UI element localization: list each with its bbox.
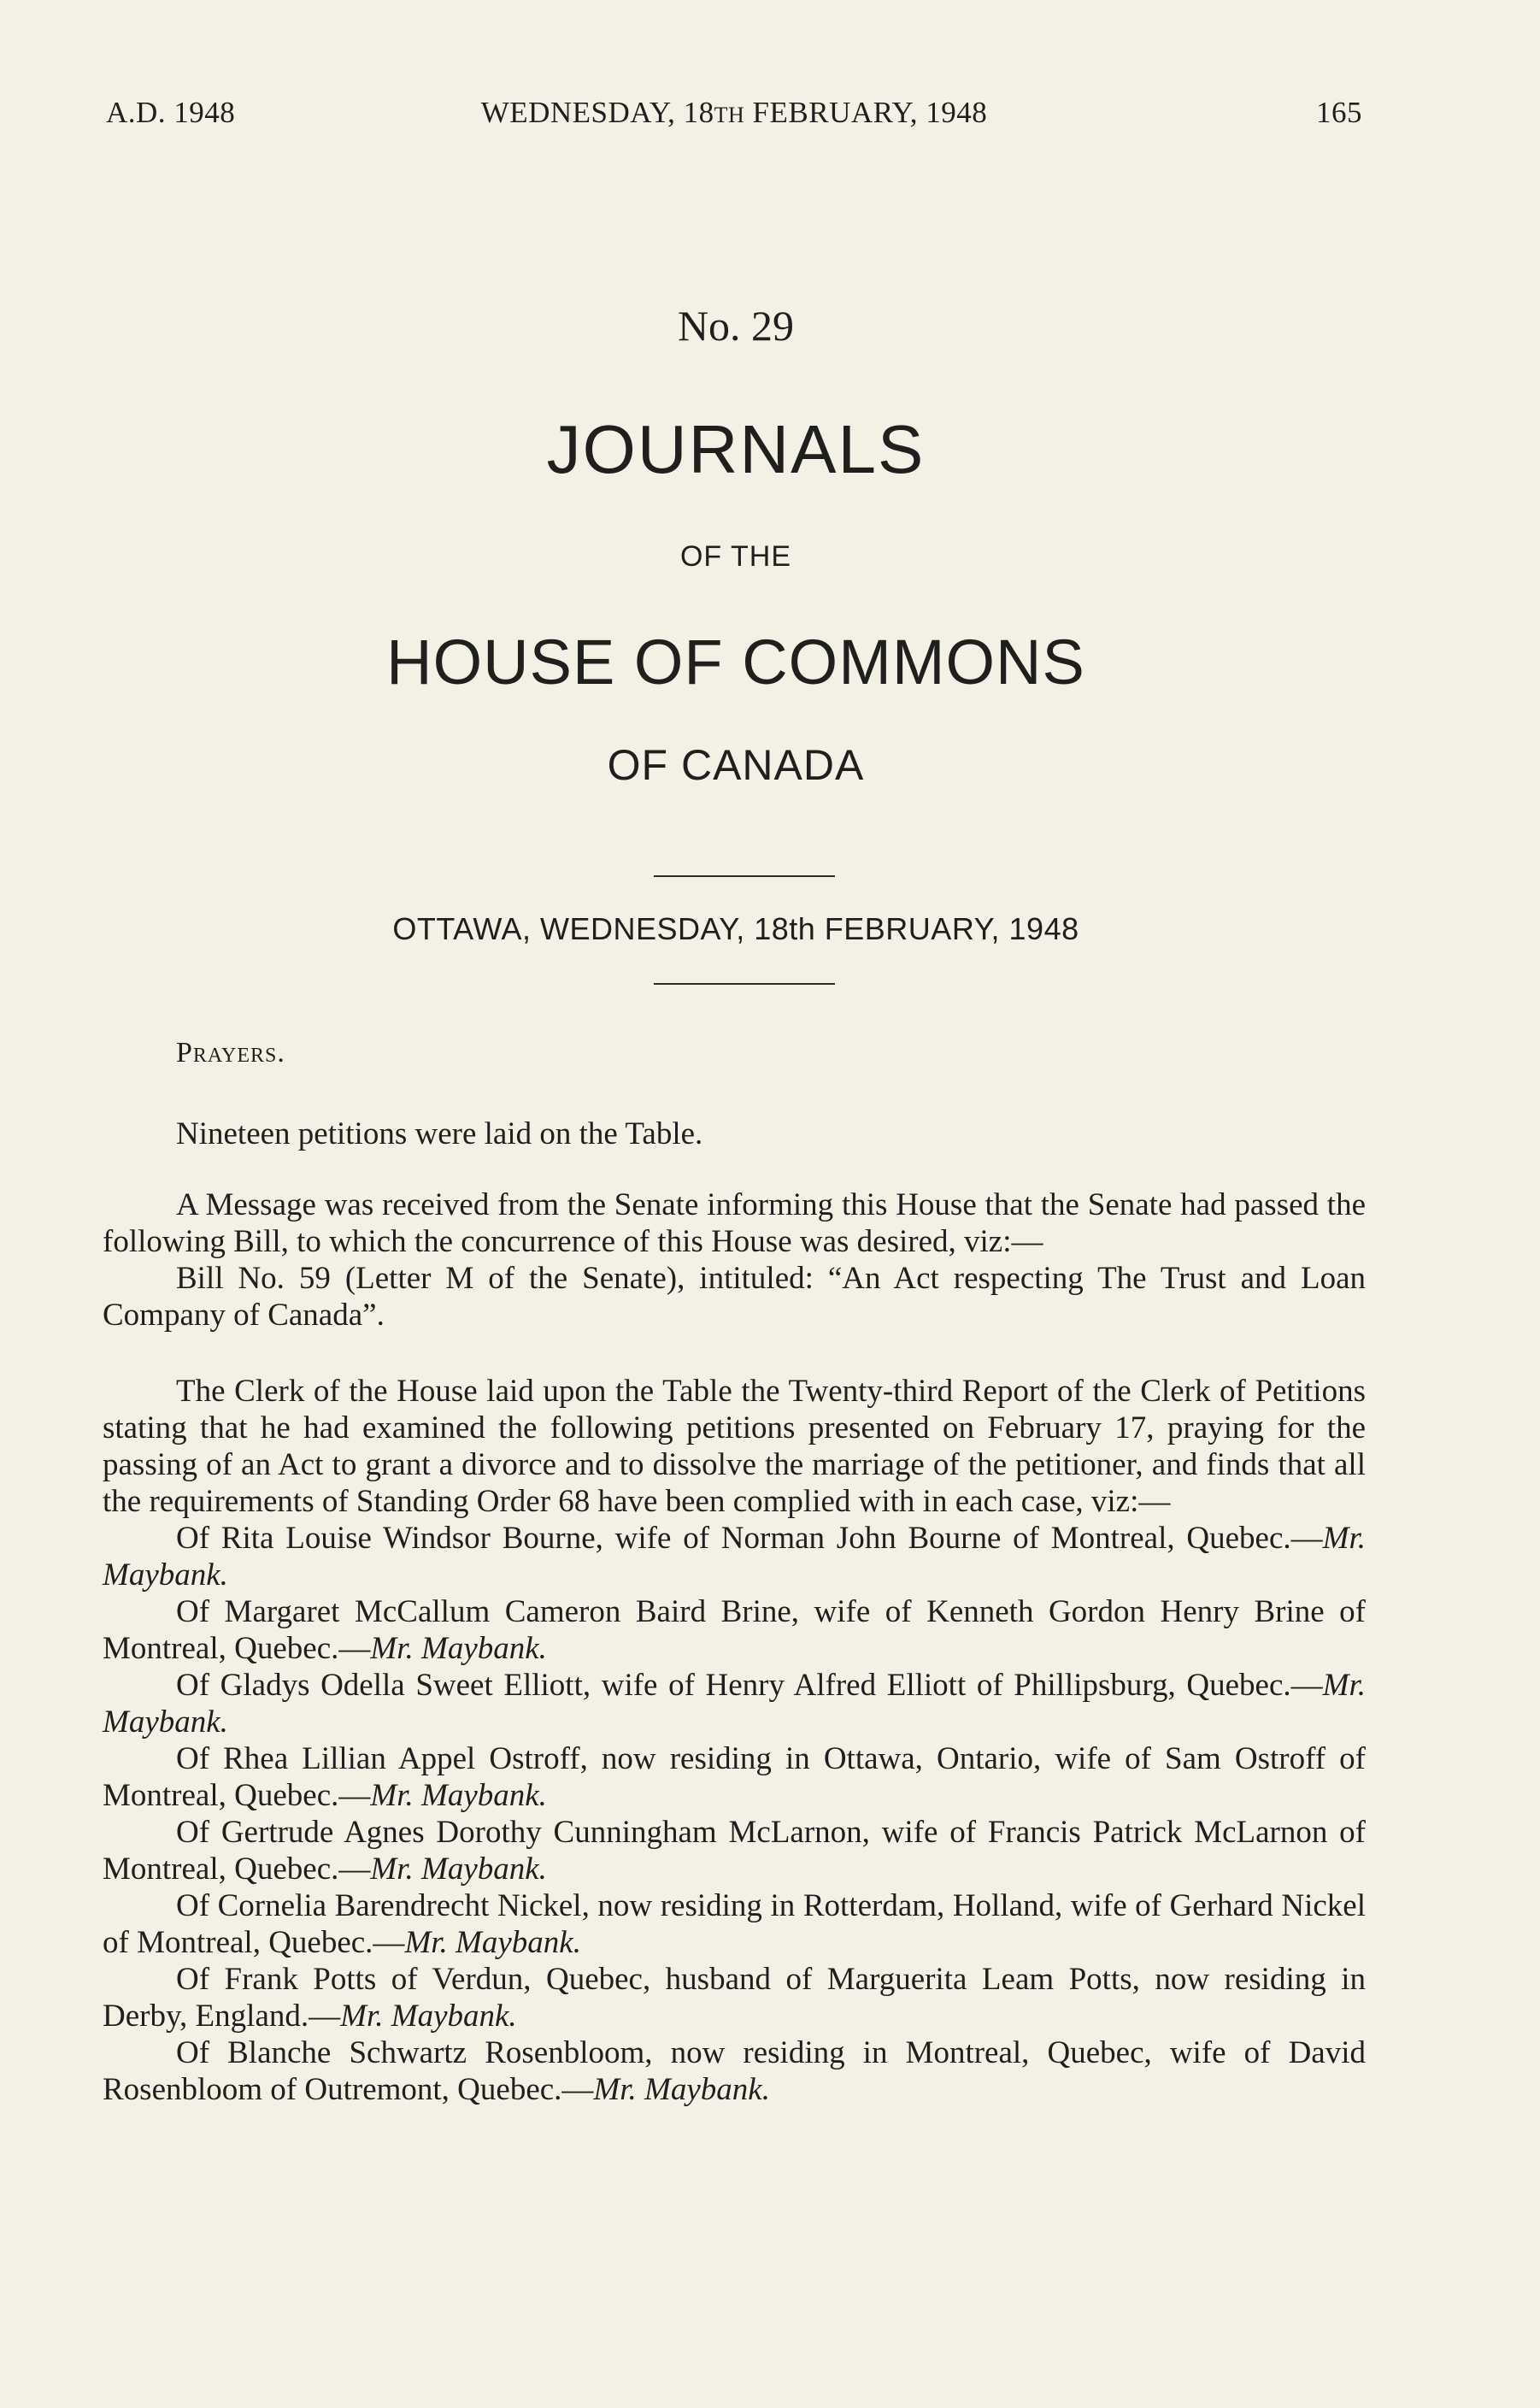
- journal-body: [103, 1034, 1366, 2108]
- header-date-ordinal: TH: [714, 103, 745, 127]
- divider-rule-top: [654, 875, 835, 877]
- petition-member: Mr. Maybank.: [103, 1521, 1366, 1593]
- petition-list: [103, 1520, 1366, 2108]
- petition-text: Of Gertrude Agnes Dorothy Cunningham McLarnon, wife of Francis Patrick McLarnon of Montreal, Quebec.—: [103, 1815, 1366, 1887]
- journals-title: JOURNALS: [546, 411, 926, 487]
- petition-member: Mr. Maybank.: [593, 2072, 770, 2107]
- running-header: [106, 96, 1362, 133]
- petition-item: [103, 1814, 1366, 1887]
- of-canada-heading: OF CANADA: [607, 741, 865, 789]
- petition-text: Of Gladys Odella Sweet Elliott, wife of Henry Alfred Elliott of Phillipsburg, Quebec.—: [176, 1668, 1323, 1703]
- petition-item: [103, 1887, 1366, 1961]
- petition-text: Of Rhea Lillian Appel Ostroff, now residing in Ottawa, Ontario, wife of Sam Ostroff of Montreal, Quebec.—: [103, 1741, 1366, 1813]
- petition-text: Of Rita Louise Windsor Bourne, wife of Norman John Bourne of Montreal, Quebec.—: [176, 1521, 1323, 1556]
- clerk-report-entry: The Clerk of the House laid upon the Table the Twenty-third Report of the Clerk of Petitions stating that he had examined the following petitions presented on February 17, praying for the passing of an Act to grant a divorce and to dissolve the marriage of the petitioner, and finds that all the requirements of Standing Order 68 have been complied with in each case, viz:—: [103, 1374, 1366, 1519]
- petition-item: [103, 2034, 1366, 2108]
- petition-member: Mr. Maybank.: [404, 1925, 581, 1960]
- petition-text: Of Margaret McCallum Cameron Baird Brine, wife of Kenneth Gordon Henry Brine of Montreal, Quebec.—: [103, 1594, 1366, 1666]
- senate-message-entry: A Message was received from the Senate informing this House that the Senate had passed the following Bill, to which the concurrence of this House was desired, viz:—: [103, 1187, 1366, 1259]
- petition-member: Mr. Maybank.: [370, 1852, 547, 1887]
- petition-item: [103, 1961, 1366, 2034]
- petition-text: Of Blanche Schwartz Rosenbloom, now residing in Montreal, Quebec, wife of David Rosenbloom of Outremont, Quebec.—: [103, 2035, 1366, 2107]
- petition-item: [103, 1740, 1366, 1814]
- header-year: A.D. 1948: [106, 96, 236, 129]
- petitions-laid-entry: Nineteen petitions were laid on the Table.: [176, 1116, 703, 1151]
- divider-rule-bottom: [654, 983, 835, 985]
- petition-member: Mr. Maybank.: [103, 1668, 1366, 1740]
- petition-item: [103, 1520, 1366, 1593]
- issue-number: No. 29: [677, 302, 795, 350]
- bill-entry: Bill No. 59 (Letter M of the Senate), intituled: “An Act respecting The Trust and Loan Company of Canada”.: [103, 1261, 1366, 1333]
- petition-text: Of Frank Potts of Verdun, Quebec, husband of Marguerita Leam Potts, now residing in Derby, England.—: [103, 1962, 1366, 2034]
- of-the-heading: OF THE: [679, 540, 792, 573]
- prayers-entry: Prayers.: [176, 1037, 285, 1069]
- header-date-rest: FEBRUARY, 1948: [744, 96, 988, 129]
- page-number: 165: [1316, 96, 1362, 129]
- petition-text: Of Cornelia Barendrecht Nickel, now residing in Rotterdam, Holland, wife of Gerhard Nickel of Montreal, Quebec.—: [103, 1888, 1366, 1960]
- header-date: [106, 96, 1362, 130]
- petition-member: Mr. Maybank.: [370, 1778, 547, 1813]
- petition-member: Mr. Maybank.: [340, 1999, 517, 2034]
- session-dateline: OTTAWA, WEDNESDAY, 18th FEBRUARY, 1948: [392, 911, 1079, 946]
- petition-item: [103, 1667, 1366, 1740]
- house-of-commons-title: HOUSE OF COMMONS: [386, 627, 1085, 698]
- petition-member: Mr. Maybank.: [370, 1631, 547, 1666]
- petition-item: [103, 1593, 1366, 1667]
- header-date-day: WEDNESDAY, 18: [480, 96, 714, 129]
